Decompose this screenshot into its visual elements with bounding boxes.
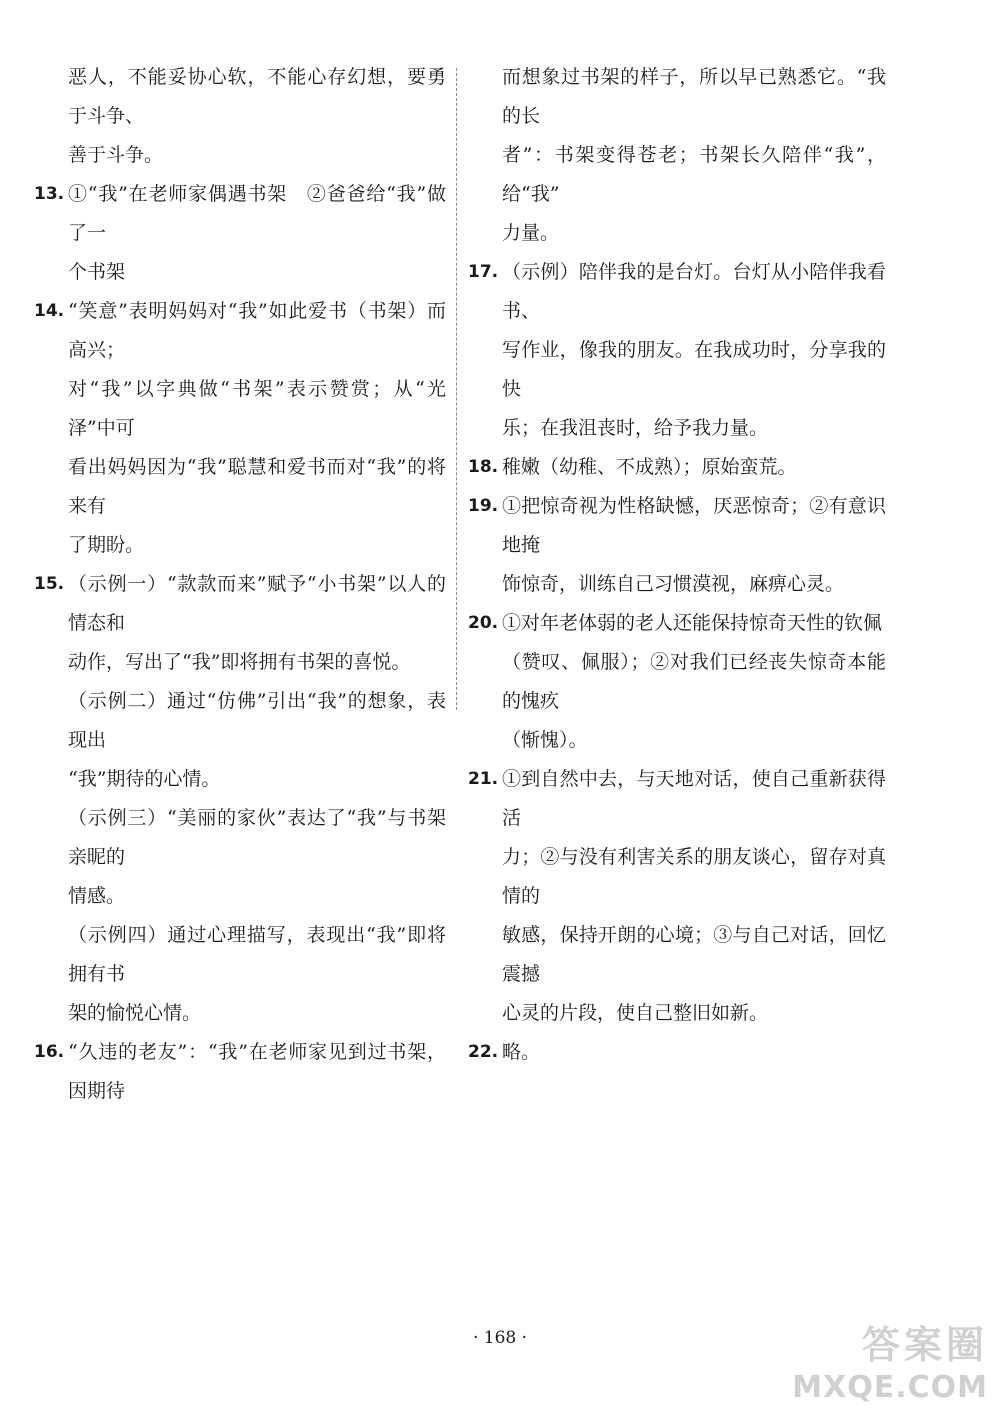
- question-number: 20.: [468, 613, 499, 633]
- column-divider: [456, 68, 457, 710]
- answer-17: 17. （示例）陪伴我的是台灯。台灯从小陪伴我看书、 写作业，像我的朋友。在我成功时，分享我的快 乐；在我沮丧时，给予我力量。: [468, 253, 886, 448]
- question-number: 17.: [468, 262, 499, 282]
- watermark-url: MXQE.COM: [792, 1370, 988, 1405]
- example-2: （示例二）通过“仿佛”引出“我”的想象，表现出 “我”期待的心情。: [68, 690, 446, 790]
- right-column: [468, 58, 886, 1072]
- answer-19: 19. ①把惊奇视为性格缺憾，厌恶惊奇；②有意识地掩 饰惊奇，训练自己习惯漠视，麻痹心灵。: [468, 487, 886, 604]
- example-3: （示例三）“美丽的家伙”表达了“我”与书架亲昵的 情感。: [68, 807, 446, 907]
- answer-16: 16. “久违的老友”：“我”在老师家见到过书架，因期待: [34, 1033, 446, 1111]
- question-number: 15.: [34, 574, 65, 594]
- answer-18: 18. 稚嫩（幼稚、不成熟）；原始蛮荒。: [468, 448, 886, 487]
- watermark: [768, 1322, 988, 1412]
- watermark-logo: 答案圈: [861, 1323, 988, 1367]
- page-number: · 168 ·: [472, 1328, 528, 1348]
- example-4: （示例四）通过心理描写，表现出“我”即将拥有书 架的愉悦心情。: [68, 924, 446, 1024]
- answer-22: 22. 略。: [468, 1033, 886, 1072]
- question-number: 13.: [34, 184, 65, 204]
- answer-20: 20. ①对年老体弱的老人还能保持惊奇天性的钦佩 （赞叹、佩服）；②对我们已经丧失惊奇本能的愧疚 （惭愧）。: [468, 604, 886, 760]
- continued-answer-16: 而想象过书架的样子，所以早已熟悉它。“我的长 者”：书架变得苍老；书架长久陪伴“我”，给“我” 力量。: [502, 66, 886, 244]
- question-number: 19.: [468, 496, 499, 516]
- answer-15: 15. （示例一）“款款而来”赋予“小书架”以人的情态和 动作，写出了“我”即将拥有书架的喜悦。 （示例二）通过“仿佛”引出“我”的想象，表现出 “我”期待的心情。 （示例三）“美丽的家伙”表达了“我”与书架亲昵的 情感。 （示例四）通过心理描写，表现出“我”即将拥有书 架的愉悦心情。: [34, 565, 446, 1033]
- question-number: 14.: [34, 301, 65, 321]
- continued-answer-text: 恶人，不能妥协心软，不能心存幻想，要勇于斗争、 善于斗争。: [68, 66, 446, 166]
- question-number: 22.: [468, 1042, 499, 1062]
- answer-21: 21. ①到自然中去，与天地对话，使自己重新获得活 力；②与没有利害关系的朋友谈心，留存对真情的 敏感，保持开朗的心境；③与自己对话，回忆震撼 心灵的片段，使自己整旧如新。: [468, 760, 886, 1033]
- question-number: 16.: [34, 1042, 65, 1062]
- answer-13: 13. ①“我”在老师家偶遇书架 ②爸爸给“我”做了一 个书架: [34, 175, 446, 292]
- left-column: [34, 58, 446, 1111]
- answer-14: 14. “笑意”表明妈妈对“我”如此爱书（书架）而高兴； 对“我”以字典做“书架”表示赞赏；从“光泽”中可 看出妈妈因为“我”聪慧和爱书而对“我”的将来有 了期盼。: [34, 292, 446, 565]
- question-number: 18.: [468, 457, 499, 477]
- question-number: 21.: [468, 769, 499, 789]
